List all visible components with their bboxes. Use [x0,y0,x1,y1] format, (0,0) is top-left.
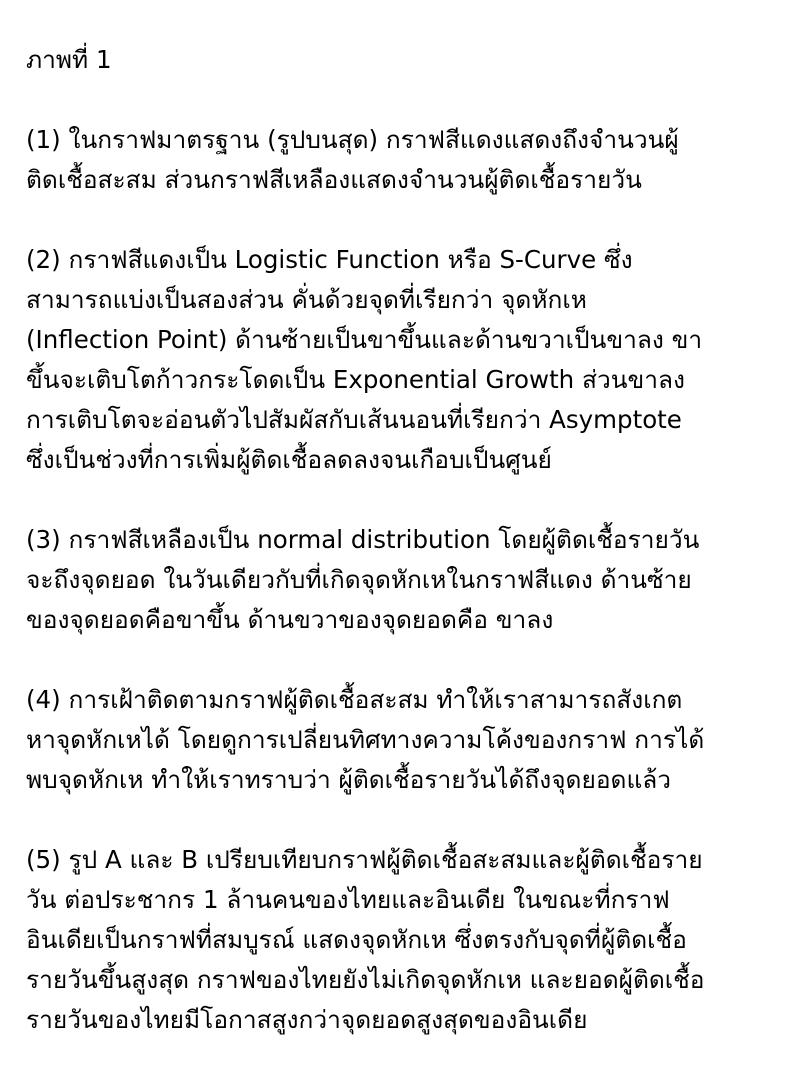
paragraph-line: (4) การเฝ้าติดตามกราฟผู้ติดเชื้อสะสม ทำให้เราสามารถสังเกต [26,685,683,714]
paragraph-2 [26,240,786,480]
paragraph-line: ซึ่งเป็นช่วงที่การเพิ่มผู้ติดเชื้อลดลงจนเกือบเป็นศูนย์ [26,445,552,474]
paragraph-1 [26,120,786,200]
paragraph-line: ของจุดยอดคือขาขึ้น ด้านขวาของจุดยอดคือ ขาลง [26,605,554,634]
document-body [26,40,786,1080]
paragraph-line: หาจุดหักเหได้ โดยดูการเปลี่ยนทิศทางความโค้งของกราฟ การได้ [26,725,705,754]
paragraph-line: ขึ้นจะเติบโตก้าวกระโดดเป็น Exponential Growth ส่วนขาลง [26,365,685,394]
paragraph-5 [26,840,786,1040]
paragraph-line: (1) ในกราฟมาตรฐาน (รูปบนสุด) กราฟสีแดงแสดงถึงจำนวนผู้ [26,125,679,154]
paragraph-line: พบจุดหักเห ทำให้เราทราบว่า ผู้ติดเชื้อรายวันได้ถึงจุดยอดแล้ว [26,765,672,794]
paragraph-4 [26,680,786,800]
paragraph-line: อินเดียเป็นกราฟที่สมบูรณ์ แสดงจุดหักเห ซึ่งตรงกับจุดที่ผู้ติดเชื้อ [26,925,687,954]
paragraph-line: สามารถแบ่งเป็นสองส่วน คั่นด้วยจุดที่เรียกว่า จุดหักเห [26,285,587,314]
paragraph-line: (Inflection Point) ด้านซ้ายเป็นขาขึ้นและด้านขวาเป็นขาลง ขา [26,325,703,354]
paragraph-line: รายวันขึ้นสูงสุด กราฟของไทยยังไม่เกิดจุดหักเห และยอดผู้ติดเชื้อ [26,965,705,994]
paragraph-line: จะถึงจุดยอด ในวันเดียวกับที่เกิดจุดหักเหในกราฟสีแดง ด้านซ้าย [26,565,692,594]
paragraph-line: การเติบโตจะอ่อนตัวไปสัมผัสกับเส้นนอนที่เรียกว่า Asymptote [26,405,682,434]
paragraph-line: รายวันของไทยมีโอกาสสูงกว่าจุดยอดสูงสุดของอินเดีย [26,1005,588,1034]
paragraph-line: (2) กราฟสีแดงเป็น Logistic Function หรือ S-Curve ซึ่ง [26,245,633,274]
paragraph-line: (3) กราฟสีเหลืองเป็น normal distribution โดยผู้ติดเชื้อรายวัน [26,525,700,554]
paragraph-line: ติดเชื้อสะสม ส่วนกราฟสีเหลืองแสดงจำนวนผู้ติดเชื้อรายวัน [26,165,642,194]
figure-heading: ภาพที่ 1 [26,45,112,74]
paragraph-3 [26,520,786,640]
paragraph-line: (5) รูป A และ B เปรียบเทียบกราฟผู้ติดเชื้อสะสมและผู้ติดเชื้อราย [26,845,703,874]
paragraph-line: วัน ต่อประชากร 1 ล้านคนของไทยและอินเดีย ในขณะที่กราฟ [26,885,670,914]
